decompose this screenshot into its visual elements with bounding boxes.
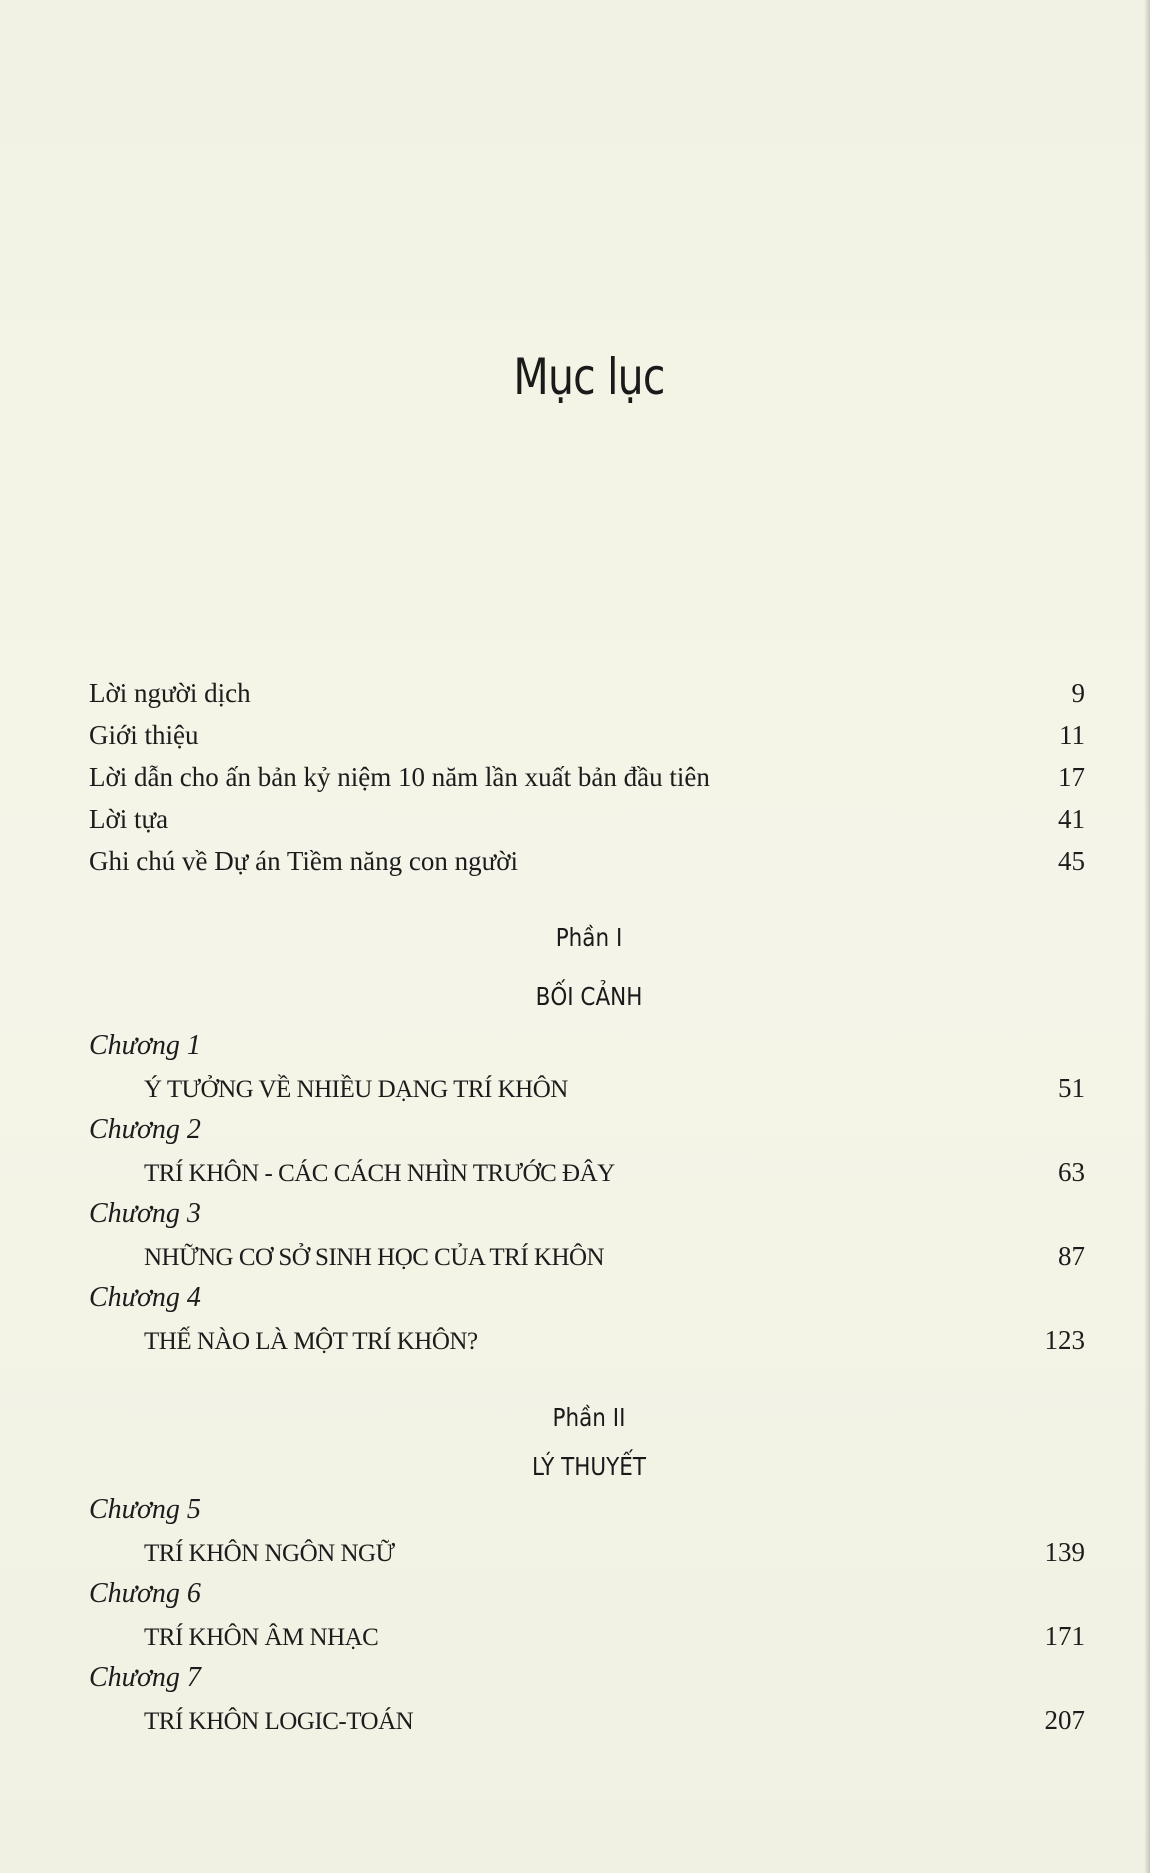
chapter-label: Chương 3 xyxy=(89,1198,201,1229)
chapter-title: TRÍ KHÔN NGÔN NGỮ xyxy=(144,1540,395,1567)
chapter-label: Chương 7 xyxy=(89,1662,201,1693)
chapter-entry xyxy=(89,1235,1085,1277)
chapter-label: Chương 1 xyxy=(89,1030,201,1061)
chapter-entry xyxy=(89,1699,1085,1741)
chapter-page: 63 xyxy=(1058,1157,1085,1187)
chapter-title: THẾ NÀO LÀ MỘT TRÍ KHÔN? xyxy=(144,1328,478,1355)
chapter-page: 123 xyxy=(1044,1325,1085,1355)
chapter-page: 87 xyxy=(1058,1241,1085,1271)
page-edge-shadow xyxy=(1144,0,1150,1873)
toc-entry xyxy=(89,840,1085,882)
toc-entry-page: 9 xyxy=(1071,678,1085,708)
toc-entry xyxy=(89,798,1085,840)
chapter-list xyxy=(89,1025,1085,1361)
chapter-label: Chương 5 xyxy=(89,1494,201,1525)
toc-entry-label: Lời dẫn cho ấn bản kỷ niệm 10 năm lần xuất bản đầu tiên xyxy=(89,762,710,792)
toc-entry-page: 17 xyxy=(1058,762,1085,792)
chapter-label: Chương 2 xyxy=(89,1114,201,1145)
chapter-title: TRÍ KHÔN - CÁC CÁCH NHÌN TRƯỚC ĐÂY xyxy=(144,1160,615,1187)
chapter-list xyxy=(89,1489,1085,1741)
chapter-label: Chương 6 xyxy=(89,1578,201,1609)
part-label: Phần I xyxy=(555,923,623,952)
chapter-title: NHỮNG CƠ SỞ SINH HỌC CỦA TRÍ KHÔN xyxy=(144,1244,605,1271)
chapter-entry xyxy=(89,1531,1085,1573)
chapter-entry xyxy=(89,1615,1085,1657)
toc-entry-label: Lời người dịch xyxy=(89,678,251,708)
chapter-title: Ý TƯỞNG VỀ NHIỀU DẠNG TRÍ KHÔN xyxy=(144,1076,568,1103)
chapter-title: TRÍ KHÔN LOGIC-TOÁN xyxy=(144,1708,414,1735)
toc-entry xyxy=(89,756,1085,798)
part-title: LÝ THUYẾT xyxy=(531,1452,646,1481)
toc-entry-label: Ghi chú về Dự án Tiềm năng con người xyxy=(89,846,519,876)
part-title: BỐI CẢNH xyxy=(535,982,643,1011)
toc-entry-label: Giới thiệu xyxy=(89,720,199,750)
toc-entry xyxy=(89,672,1085,714)
toc-entry-page: 11 xyxy=(1059,720,1085,750)
chapter-title: TRÍ KHÔN ÂM NHẠC xyxy=(144,1624,379,1651)
toc-entry-page: 45 xyxy=(1058,846,1085,876)
toc-entry-label: Lời tựa xyxy=(89,804,169,834)
chapter-entry xyxy=(89,1067,1085,1109)
chapter-label: Chương 4 xyxy=(89,1282,201,1313)
page-title: Mục lục xyxy=(513,348,665,406)
toc-entry xyxy=(89,714,1085,756)
front-matter-list xyxy=(89,672,1085,882)
chapter-entry xyxy=(89,1319,1085,1361)
toc-entry-page: 41 xyxy=(1058,804,1085,834)
chapter-page: 207 xyxy=(1044,1705,1085,1735)
chapter-page: 51 xyxy=(1058,1073,1085,1103)
chapter-page: 171 xyxy=(1044,1621,1085,1651)
chapter-page: 139 xyxy=(1044,1537,1085,1567)
part-label: Phần II xyxy=(552,1403,626,1432)
chapter-entry xyxy=(89,1151,1085,1193)
